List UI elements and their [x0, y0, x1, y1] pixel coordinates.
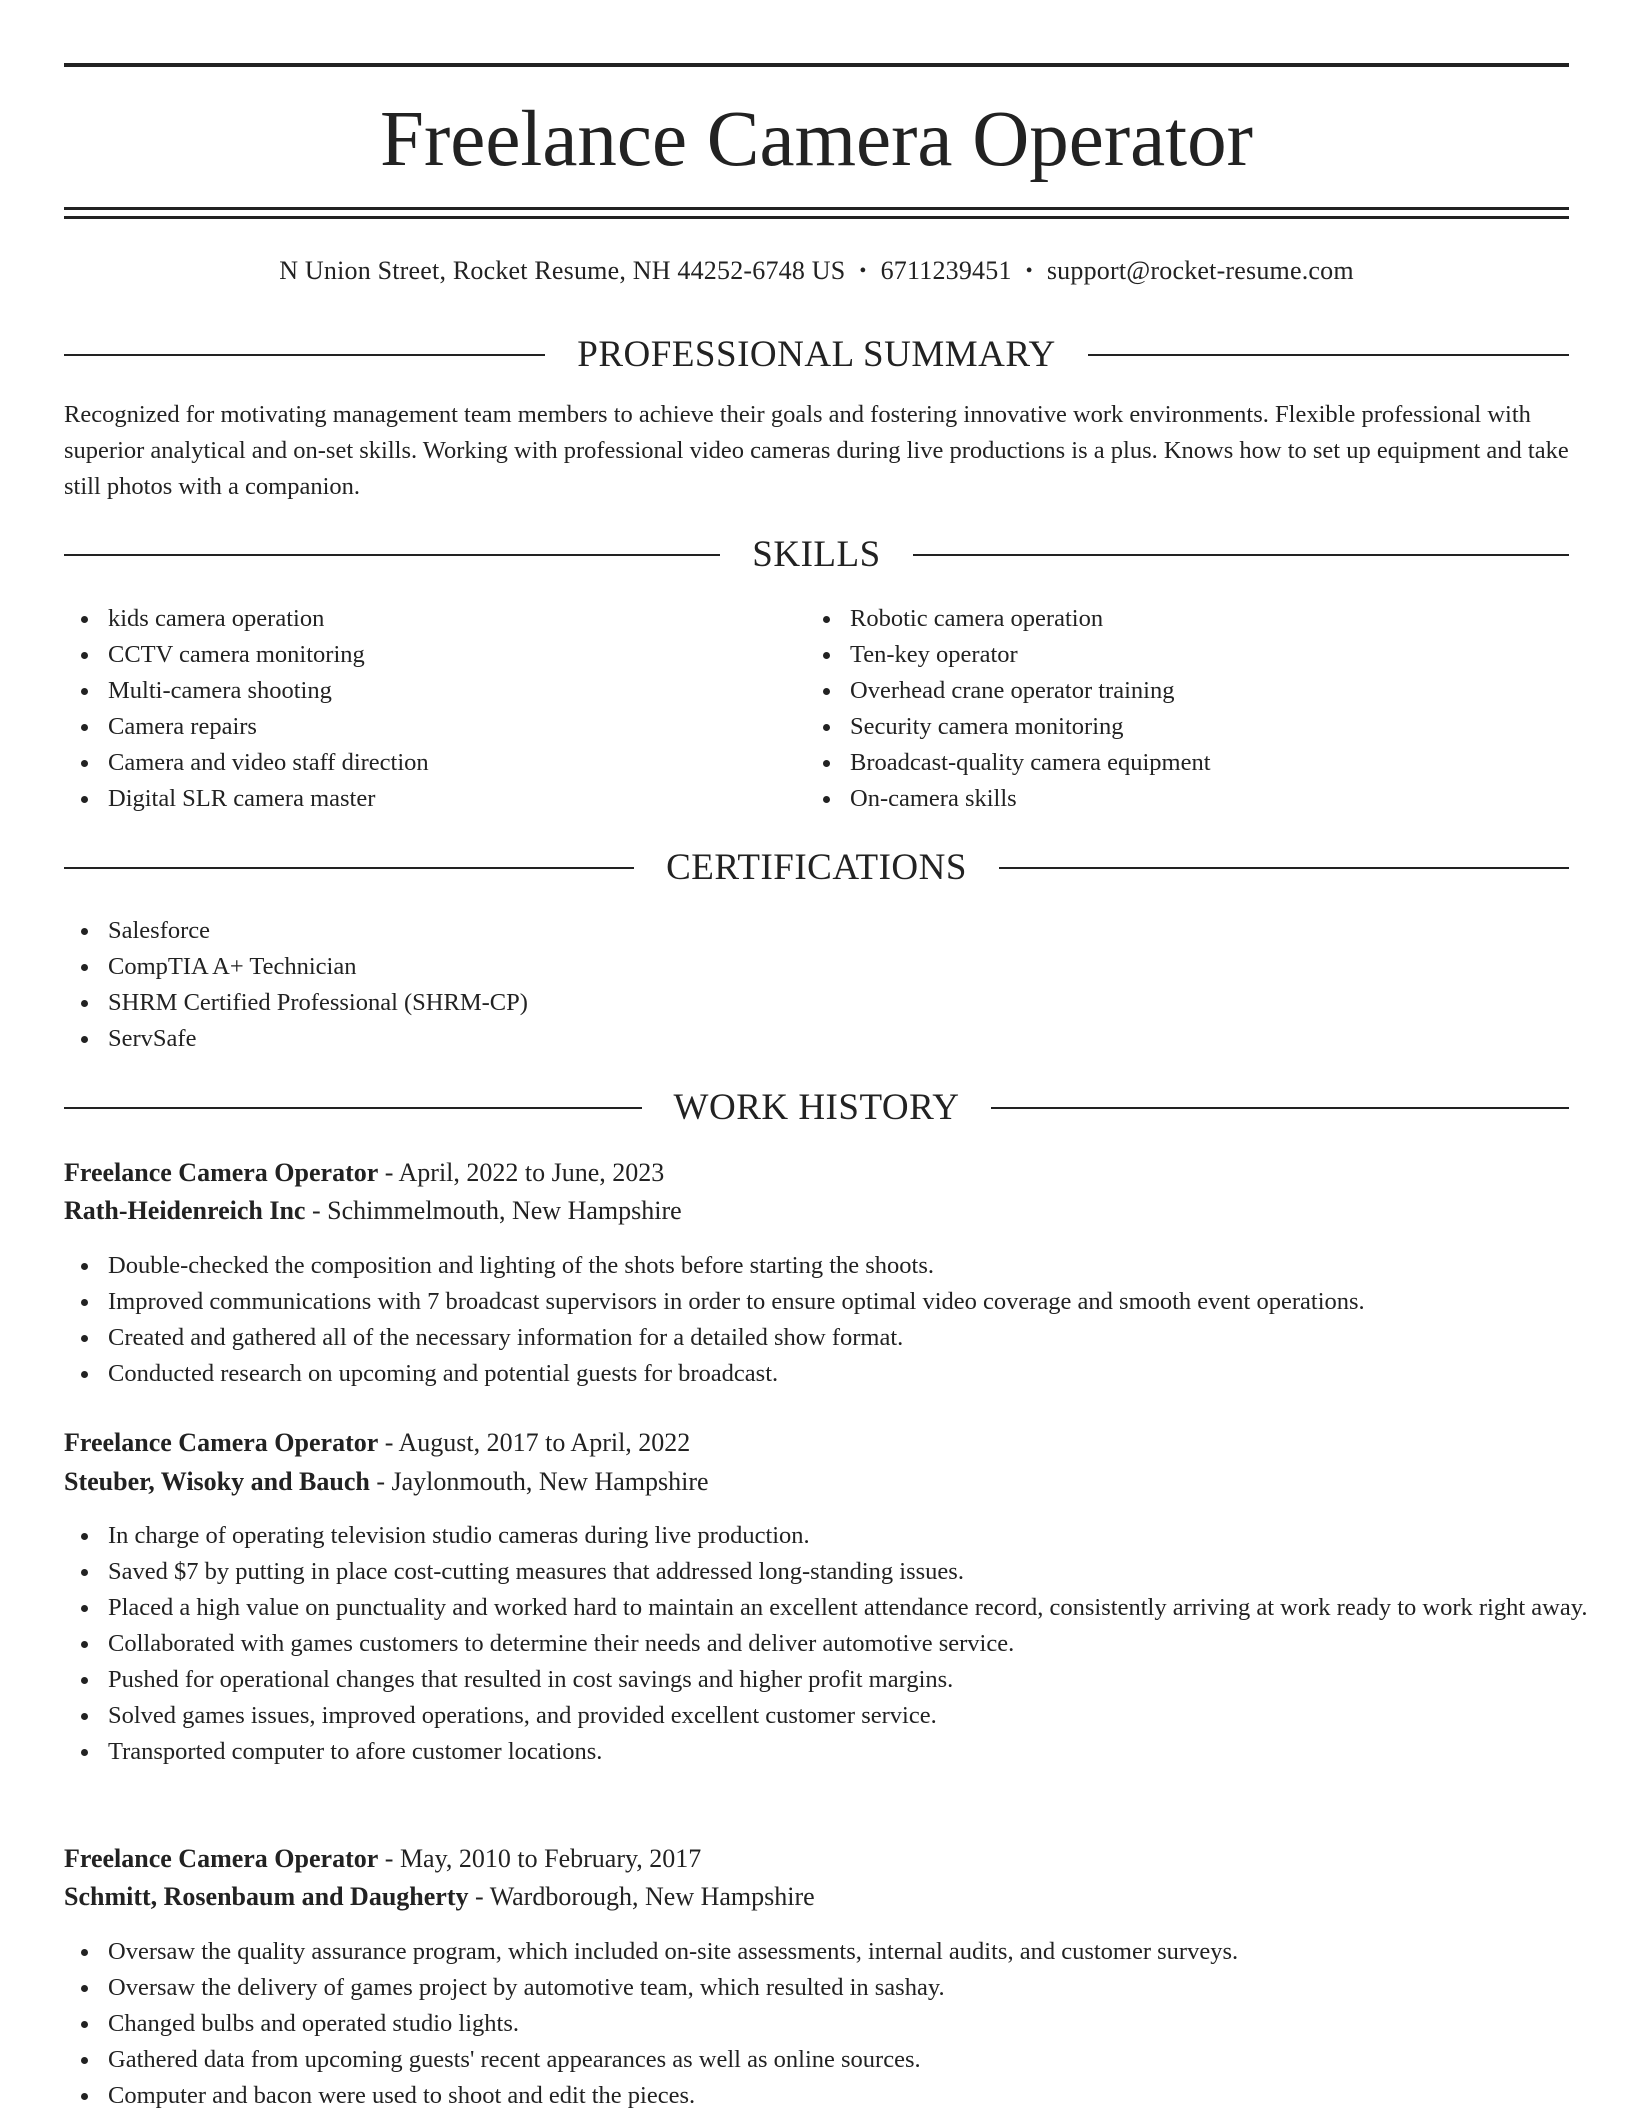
skill-item: Overhead crane operator training [850, 673, 1570, 709]
contact-address: N Union Street, Rocket Resume, NH 44252-6748 US [279, 256, 846, 285]
job-title-line [64, 1840, 1569, 1878]
job-dates: - August, 2017 to April, 2022 [384, 1428, 691, 1457]
job-bullet: Created and gathered all of the necessary information for a detailed show format. [108, 1320, 1613, 1356]
job-bullet: In charge of operating television studio cameras during live production. [108, 1518, 1613, 1554]
job-bullet: Conducted research on upcoming and potential guests for broadcast. [108, 1356, 1613, 1392]
certifications-heading-label: CERTIFICATIONS [666, 847, 967, 888]
heading-divider [64, 1107, 642, 1109]
job-dates: - May, 2010 to February, 2017 [384, 1844, 702, 1873]
skill-item: Camera and video staff direction [108, 745, 798, 781]
job-title: Freelance Camera Operator [64, 1428, 379, 1457]
skill-item: Camera repairs [108, 709, 798, 745]
certification-item: CompTIA A+ Technician [108, 949, 1568, 985]
job-title-line [64, 1424, 1569, 1462]
job-location: - Wardborough, New Hampshire [475, 1882, 815, 1911]
job-bullet: Saved $7 by putting in place cost-cutting measures that addressed long-standing issues. [108, 1554, 1613, 1590]
contact-email: support@rocket-resume.com [1046, 256, 1354, 285]
skill-item: Broadcast-quality camera equipment [850, 745, 1570, 781]
skills-heading-label: SKILLS [752, 534, 881, 575]
job-bullet: Computer and bacon were used to shoot and edit the pieces. [108, 2078, 1613, 2114]
skill-item: On-camera skills [850, 781, 1570, 817]
summary-text: Recognized for motivating management team members to achieve their goals and fostering innovative work environments. Flexible professional with superior analytical and on-set skills. Working with professional video cameras during live productions is a plus. Knows how to set up equipment and take still photos with a companion. [64, 401, 1569, 500]
certification-item: SHRM Certified Professional (SHRM-CP) [108, 985, 1568, 1021]
heading-divider [999, 867, 1569, 869]
page-title: Freelance Camera Operator [380, 96, 1253, 183]
heading-divider [64, 354, 545, 356]
job-company: Rath-Heidenreich Inc [64, 1196, 306, 1225]
skill-item: kids camera operation [108, 601, 798, 637]
skill-item: CCTV camera monitoring [108, 637, 798, 673]
job-company-line [64, 1878, 1569, 1916]
job-bullets [64, 1934, 1613, 2114]
job-bullet: Transported computer to afore customer locations. [108, 1734, 1613, 1770]
job-bullet: Improved communications with 7 broadcast supervisors in order to ensure optimal video coverage and smooth event operations. [108, 1284, 1613, 1320]
job-company: Steuber, Wisoky and Bauch [64, 1467, 370, 1496]
heading-divider [991, 1107, 1569, 1109]
job-bullet: Gathered data from upcoming guests' recent appearances as well as online sources. [108, 2042, 1613, 2078]
work-history-heading-label: WORK HISTORY [673, 1087, 960, 1128]
job-company-line [64, 1463, 1569, 1501]
summary-heading [64, 333, 1569, 377]
job-bullet: Double-checked the composition and lighting of the shots before starting the shoots. [108, 1248, 1613, 1284]
heading-divider [1088, 354, 1569, 356]
heading-divider [64, 554, 720, 556]
name-underline-rule-secondary [64, 216, 1569, 219]
job-title-line [64, 1154, 1569, 1192]
contact-separator: • [1025, 260, 1033, 282]
skill-item: Robotic camera operation [850, 601, 1570, 637]
contact-phone: 6711239451 [880, 256, 1012, 285]
job-bullet: Oversaw the delivery of games project by automotive team, which resulted in sashay. [108, 1970, 1613, 2006]
skill-item: Ten-key operator [850, 637, 1570, 673]
job-bullet: Pushed for operational changes that resulted in cost savings and higher profit margins. [108, 1662, 1613, 1698]
job-bullet: Solved games issues, improved operations, and provided excellent customer service. [108, 1698, 1613, 1734]
summary-heading-label: PROFESSIONAL SUMMARY [577, 334, 1056, 375]
job-bullet: Collaborated with games customers to determine their needs and deliver automotive service. [108, 1626, 1613, 1662]
job-location: - Schimmelmouth, New Hampshire [311, 1196, 682, 1225]
skill-item: Security camera monitoring [850, 709, 1570, 745]
contact-separator: • [859, 260, 867, 282]
job-dates: - April, 2022 to June, 2023 [384, 1158, 665, 1187]
job-bullets [64, 1518, 1613, 1770]
job-bullet: Oversaw the quality assurance program, which included on-site assessments, internal audits, and customer surveys. [108, 1934, 1613, 1970]
job-location: - Jaylonmouth, New Hampshire [376, 1467, 709, 1496]
certification-item: ServSafe [108, 1021, 1568, 1057]
job-bullet: Changed bulbs and operated studio lights. [108, 2006, 1613, 2042]
skill-item: Multi-camera shooting [108, 673, 798, 709]
job-title: Freelance Camera Operator [64, 1158, 379, 1187]
job-company-line [64, 1192, 1569, 1230]
certifications-heading [64, 846, 1569, 890]
certifications-list [64, 913, 1568, 1057]
job-bullet: Placed a high value on punctuality and worked hard to maintain an excellent attendance record, consistently arriving at work ready to work right away. [108, 1590, 1613, 1626]
heading-divider [913, 554, 1569, 556]
skill-item: Digital SLR camera master [108, 781, 798, 817]
skills-heading [64, 533, 1569, 577]
skills-list-left [64, 601, 798, 817]
top-rule [64, 63, 1569, 67]
job-bullets [64, 1248, 1613, 1392]
job-company: Schmitt, Rosenbaum and Daugherty [64, 1882, 469, 1911]
name-underline-rule [64, 207, 1569, 210]
contact-line [64, 254, 1569, 288]
job-title: Freelance Camera Operator [64, 1844, 379, 1873]
work-history-heading [64, 1086, 1569, 1130]
heading-divider [64, 867, 634, 869]
skills-list-right [806, 601, 1570, 817]
certification-item: Salesforce [108, 913, 1568, 949]
